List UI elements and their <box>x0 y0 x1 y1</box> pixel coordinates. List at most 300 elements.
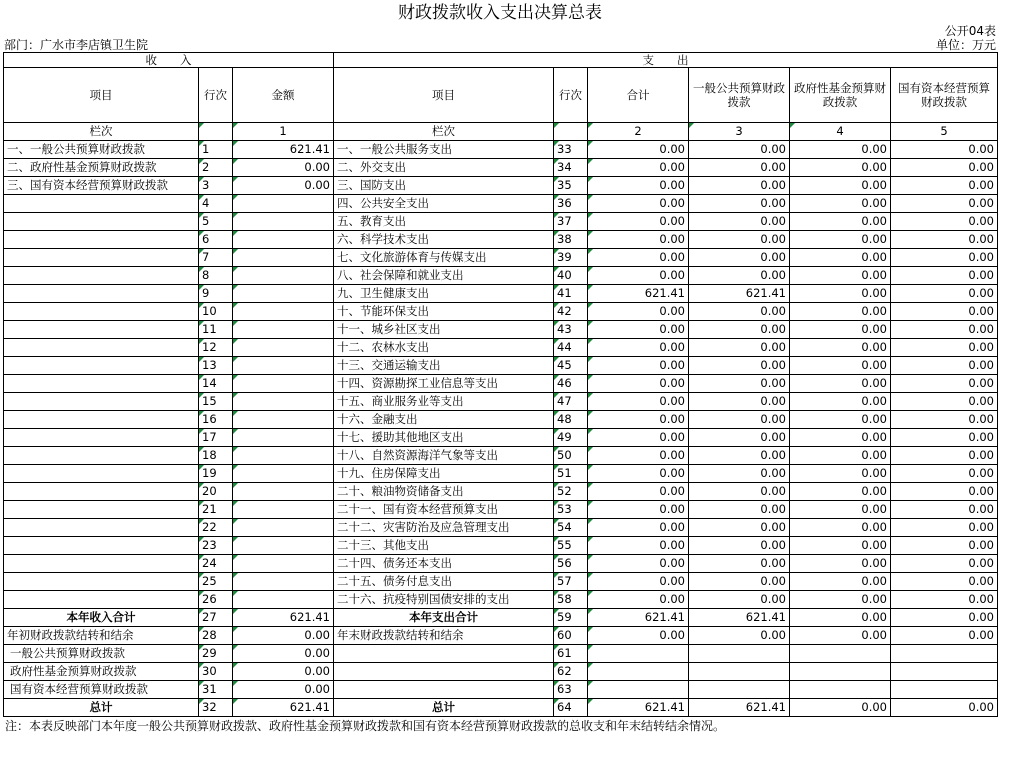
state-capital-amount: 0.00 <box>891 231 998 249</box>
fund-budget-amount: 0.00 <box>790 429 891 447</box>
total-amount: 621.41 <box>588 285 689 303</box>
income-item <box>4 357 199 375</box>
fund-budget-amount: 0.00 <box>790 159 891 177</box>
total-amount: 0.00 <box>588 465 689 483</box>
income-amount <box>233 465 334 483</box>
expense-item: 二十六、抗疫特别国债安排的支出 <box>334 591 554 609</box>
expense-row-no: 58 <box>554 591 588 609</box>
income-item <box>4 375 199 393</box>
income-amount <box>233 357 334 375</box>
income-item <box>4 195 199 213</box>
expense-item: 二十三、其他支出 <box>334 537 554 555</box>
fund-budget-amount: 0.00 <box>790 303 891 321</box>
income-amount <box>233 393 334 411</box>
table-row <box>4 537 998 555</box>
expense-row-no: 40 <box>554 267 588 285</box>
income-item <box>4 339 199 357</box>
table-row <box>4 519 998 537</box>
general-budget-amount: 0.00 <box>689 429 790 447</box>
state-capital-amount: 0.00 <box>891 213 998 231</box>
income-amount <box>233 411 334 429</box>
general-budget-amount: 0.00 <box>689 177 790 195</box>
income-row-no: 27 <box>199 609 233 627</box>
fund-budget-amount <box>790 663 891 681</box>
income-amount <box>233 249 334 267</box>
income-row-no: 23 <box>199 537 233 555</box>
expense-item: 七、文化旅游体育与传媒支出 <box>334 249 554 267</box>
expense-item: 二十、粮油物资储备支出 <box>334 483 554 501</box>
expense-item: 十一、城乡社区支出 <box>334 321 554 339</box>
income-amount <box>233 339 334 357</box>
income-amount: 0.00 <box>233 681 334 699</box>
expense-header: 支 出 <box>334 53 998 68</box>
income-row-no: 19 <box>199 465 233 483</box>
table-row <box>4 627 998 645</box>
state-capital-amount: 0.00 <box>891 609 998 627</box>
income-row-no: 18 <box>199 447 233 465</box>
fund-budget-amount: 0.00 <box>790 447 891 465</box>
table-row <box>4 483 998 501</box>
expense-row-no: 42 <box>554 303 588 321</box>
table-row <box>4 699 998 717</box>
expense-row-no: 45 <box>554 357 588 375</box>
expense-item-header: 项目 <box>334 68 554 123</box>
expense-col-label: 栏次 <box>334 123 554 141</box>
fund-budget-amount: 0.00 <box>790 519 891 537</box>
income-item <box>4 483 199 501</box>
general-budget-amount: 621.41 <box>689 285 790 303</box>
income-row-no: 9 <box>199 285 233 303</box>
income-row-no: 1 <box>199 141 233 159</box>
general-budget-amount: 0.00 <box>689 573 790 591</box>
table-row <box>4 681 998 699</box>
general-budget-amount: 0.00 <box>689 195 790 213</box>
expense-row-no: 47 <box>554 393 588 411</box>
expense-row-no: 57 <box>554 573 588 591</box>
table-row <box>4 375 998 393</box>
state-capital-amount: 0.00 <box>891 159 998 177</box>
income-row-no: 26 <box>199 591 233 609</box>
fund-budget-amount: 0.00 <box>790 321 891 339</box>
expense-row-no: 46 <box>554 375 588 393</box>
income-item-header: 项目 <box>4 68 199 123</box>
expense-item: 二、外交支出 <box>334 159 554 177</box>
income-row-no: 20 <box>199 483 233 501</box>
expense-item: 一、一般公共服务支出 <box>334 141 554 159</box>
expense-row-no: 33 <box>554 141 588 159</box>
income-amount <box>233 573 334 591</box>
expense-item: 本年支出合计 <box>334 609 554 627</box>
state-capital-amount: 0.00 <box>891 285 998 303</box>
general-budget-amount: 0.00 <box>689 501 790 519</box>
fund-budget-amount: 0.00 <box>790 573 891 591</box>
fund-budget-amount: 0.00 <box>790 195 891 213</box>
total-amount: 0.00 <box>588 537 689 555</box>
total-amount: 0.00 <box>588 627 689 645</box>
footnote: 注：本表反映部门本年度一般公共预算财政拨款、政府性基金预算财政拨款和国有资本经营预算财政拨款的总收支和年末结转结余情况。 <box>5 719 726 733</box>
fund-budget-amount <box>790 681 891 699</box>
expense-item: 二十二、灾害防治及应急管理支出 <box>334 519 554 537</box>
income-amount <box>233 429 334 447</box>
general-budget-amount <box>689 681 790 699</box>
expense-item: 二十四、债务还本支出 <box>334 555 554 573</box>
state-capital-amount: 0.00 <box>891 249 998 267</box>
table-row <box>4 213 998 231</box>
expense-row-no: 35 <box>554 177 588 195</box>
general-budget-amount: 0.00 <box>689 483 790 501</box>
state-capital-amount: 0.00 <box>891 573 998 591</box>
expense-row-no: 34 <box>554 159 588 177</box>
fund-budget-amount: 0.00 <box>790 267 891 285</box>
expense-row-no: 64 <box>554 699 588 717</box>
income-row-no: 31 <box>199 681 233 699</box>
income-item <box>4 267 199 285</box>
income-row-no: 24 <box>199 555 233 573</box>
expense-item: 十三、交通运输支出 <box>334 357 554 375</box>
table-row <box>4 249 998 267</box>
col-number-3: 3 <box>689 123 790 141</box>
table-row <box>4 285 998 303</box>
general-budget-amount: 0.00 <box>689 537 790 555</box>
fund-budget-amount: 0.00 <box>790 537 891 555</box>
state-capital-amount: 0.00 <box>891 195 998 213</box>
table-row <box>4 663 998 681</box>
general-budget-amount: 0.00 <box>689 591 790 609</box>
income-row-no: 7 <box>199 249 233 267</box>
general-budget-amount: 0.00 <box>689 393 790 411</box>
total-amount: 0.00 <box>588 573 689 591</box>
table-row <box>4 555 998 573</box>
expense-row-no: 55 <box>554 537 588 555</box>
expense-row-no: 63 <box>554 681 588 699</box>
total-amount: 0.00 <box>588 177 689 195</box>
income-amount: 0.00 <box>233 177 334 195</box>
state-capital-amount: 0.00 <box>891 357 998 375</box>
income-amount <box>233 195 334 213</box>
income-row-no: 30 <box>199 663 233 681</box>
income-amount <box>233 213 334 231</box>
income-amount <box>233 231 334 249</box>
state-capital-amount: 0.00 <box>891 537 998 555</box>
expense-col-empty <box>554 123 588 141</box>
expense-row-no: 61 <box>554 645 588 663</box>
income-amount <box>233 303 334 321</box>
state-capital-amount: 0.00 <box>891 303 998 321</box>
general-budget-amount <box>689 663 790 681</box>
table-row <box>4 645 998 663</box>
state-capital-amount: 0.00 <box>891 501 998 519</box>
expense-row-no: 37 <box>554 213 588 231</box>
state-capital-amount: 0.00 <box>891 591 998 609</box>
expense-row-no: 38 <box>554 231 588 249</box>
income-row-no: 15 <box>199 393 233 411</box>
income-amount <box>233 519 334 537</box>
state-capital-amount: 0.00 <box>891 519 998 537</box>
income-row-no: 29 <box>199 645 233 663</box>
income-col-empty <box>199 123 233 141</box>
income-col-label: 栏次 <box>4 123 199 141</box>
expense-row-no: 36 <box>554 195 588 213</box>
state-capital-amount: 0.00 <box>891 465 998 483</box>
expense-row-no: 53 <box>554 501 588 519</box>
income-item <box>4 501 199 519</box>
fund-budget-amount <box>790 645 891 663</box>
income-amount: 0.00 <box>233 663 334 681</box>
table-row <box>4 321 998 339</box>
expense-row-no: 54 <box>554 519 588 537</box>
state-capital-amount: 0.00 <box>891 429 998 447</box>
table-row <box>4 339 998 357</box>
table-row <box>4 501 998 519</box>
income-item <box>4 519 199 537</box>
expense-item: 总计 <box>334 699 554 717</box>
expense-row-no: 56 <box>554 555 588 573</box>
income-amount <box>233 447 334 465</box>
expense-item: 十、节能环保支出 <box>334 303 554 321</box>
expense-row-no: 48 <box>554 411 588 429</box>
total-amount: 0.00 <box>588 429 689 447</box>
income-amount <box>233 267 334 285</box>
fund-budget-amount: 0.00 <box>790 393 891 411</box>
expense-item: 九、卫生健康支出 <box>334 285 554 303</box>
expense-item: 四、公共安全支出 <box>334 195 554 213</box>
income-item: 三、国有资本经营预算财政拨款 <box>4 177 199 195</box>
income-item <box>4 573 199 591</box>
income-row-no: 16 <box>199 411 233 429</box>
total-amount <box>588 663 689 681</box>
total-amount: 0.00 <box>588 357 689 375</box>
col-number-2: 2 <box>588 123 689 141</box>
total-amount: 0.00 <box>588 519 689 537</box>
income-row-no: 5 <box>199 213 233 231</box>
expense-item: 十七、援助其他地区支出 <box>334 429 554 447</box>
income-amount: 0.00 <box>233 159 334 177</box>
general-budget-amount: 0.00 <box>689 249 790 267</box>
general-budget-amount: 0.00 <box>689 321 790 339</box>
income-amount <box>233 285 334 303</box>
expense-item: 年末财政拨款结转和结余 <box>334 627 554 645</box>
general-budget-amount: 0.00 <box>689 141 790 159</box>
fund-budget-amount: 0.00 <box>790 555 891 573</box>
expense-row-no: 44 <box>554 339 588 357</box>
table-row <box>4 357 998 375</box>
expense-item: 六、科学技术支出 <box>334 231 554 249</box>
income-item <box>4 321 199 339</box>
income-row-no-header: 行次 <box>199 68 233 123</box>
income-row-no: 28 <box>199 627 233 645</box>
income-item <box>4 591 199 609</box>
income-col-number: 1 <box>233 123 334 141</box>
expense-item: 八、社会保障和就业支出 <box>334 267 554 285</box>
income-item <box>4 231 199 249</box>
state-capital-amount: 0.00 <box>891 321 998 339</box>
expense-row-no: 62 <box>554 663 588 681</box>
table-row <box>4 195 998 213</box>
col-number-5: 5 <box>891 123 998 141</box>
budget-table <box>3 52 998 717</box>
income-row-no: 6 <box>199 231 233 249</box>
income-item <box>4 555 199 573</box>
income-item: 年初财政拨款结转和结余 <box>4 627 199 645</box>
state-capital-amount: 0.00 <box>891 339 998 357</box>
income-item: 一、一般公共预算财政拨款 <box>4 141 199 159</box>
state-capital-amount: 0.00 <box>891 555 998 573</box>
expense-item <box>334 681 554 699</box>
table-row <box>4 447 998 465</box>
table-row <box>4 303 998 321</box>
income-item <box>4 393 199 411</box>
fund-budget-amount: 0.00 <box>790 249 891 267</box>
income-row-no: 2 <box>199 159 233 177</box>
expense-item: 十八、自然资源海洋气象等支出 <box>334 447 554 465</box>
state-capital-header: 国有资本经营预算财政拨款 <box>891 68 998 123</box>
table-row <box>4 429 998 447</box>
table-row <box>4 591 998 609</box>
total-amount: 0.00 <box>588 141 689 159</box>
income-amount <box>233 555 334 573</box>
income-amount <box>233 375 334 393</box>
expense-item: 二十一、国有资本经营预算支出 <box>334 501 554 519</box>
general-budget-amount: 0.00 <box>689 627 790 645</box>
total-amount: 0.00 <box>588 447 689 465</box>
fund-budget-amount: 0.00 <box>790 285 891 303</box>
state-capital-amount: 0.00 <box>891 177 998 195</box>
fund-budget-amount: 0.00 <box>790 465 891 483</box>
total-amount: 621.41 <box>588 609 689 627</box>
income-amount: 621.41 <box>233 141 334 159</box>
income-item: 政府性基金预算财政拨款 <box>4 663 199 681</box>
expense-row-no: 50 <box>554 447 588 465</box>
expense-row-no: 43 <box>554 321 588 339</box>
expense-item: 十五、商业服务业等支出 <box>334 393 554 411</box>
table-row <box>4 159 998 177</box>
income-row-no: 13 <box>199 357 233 375</box>
state-capital-amount: 0.00 <box>891 483 998 501</box>
income-row-no: 22 <box>199 519 233 537</box>
state-capital-amount <box>891 681 998 699</box>
table-row <box>4 573 998 591</box>
state-capital-amount: 0.00 <box>891 375 998 393</box>
income-row-no: 14 <box>199 375 233 393</box>
general-budget-amount: 621.41 <box>689 609 790 627</box>
state-capital-amount: 0.00 <box>891 447 998 465</box>
total-amount: 0.00 <box>588 483 689 501</box>
expense-item <box>334 645 554 663</box>
income-item <box>4 411 199 429</box>
table-row <box>4 177 998 195</box>
expense-item <box>334 663 554 681</box>
general-budget-amount: 0.00 <box>689 375 790 393</box>
income-item <box>4 213 199 231</box>
total-amount <box>588 681 689 699</box>
income-item <box>4 465 199 483</box>
fund-budget-header: 政府性基金预算财政拨款 <box>790 68 891 123</box>
expense-item: 五、教育支出 <box>334 213 554 231</box>
fund-budget-amount: 0.00 <box>790 699 891 717</box>
income-amount-header: 金额 <box>233 68 334 123</box>
fund-budget-amount: 0.00 <box>790 609 891 627</box>
income-row-no: 21 <box>199 501 233 519</box>
col-number-4: 4 <box>790 123 891 141</box>
income-item: 国有资本经营预算财政拨款 <box>4 681 199 699</box>
income-item: 二、政府性基金预算财政拨款 <box>4 159 199 177</box>
general-budget-amount: 0.00 <box>689 303 790 321</box>
general-budget-amount: 0.00 <box>689 465 790 483</box>
expense-item: 十二、农林水支出 <box>334 339 554 357</box>
income-header: 收 入 <box>4 53 334 68</box>
state-capital-amount: 0.00 <box>891 411 998 429</box>
total-amount: 0.00 <box>588 321 689 339</box>
state-capital-amount: 0.00 <box>891 141 998 159</box>
general-budget-amount: 621.41 <box>689 699 790 717</box>
fund-budget-amount: 0.00 <box>790 591 891 609</box>
income-item: 总计 <box>4 699 199 717</box>
income-amount: 0.00 <box>233 627 334 645</box>
income-amount: 621.41 <box>233 699 334 717</box>
income-row-no: 8 <box>199 267 233 285</box>
fund-budget-amount: 0.00 <box>790 141 891 159</box>
total-amount: 0.00 <box>588 393 689 411</box>
general-budget-amount: 0.00 <box>689 231 790 249</box>
state-capital-amount: 0.00 <box>891 267 998 285</box>
income-amount <box>233 483 334 501</box>
income-row-no: 25 <box>199 573 233 591</box>
general-budget-amount: 0.00 <box>689 519 790 537</box>
income-row-no: 17 <box>199 429 233 447</box>
general-budget-amount: 0.00 <box>689 339 790 357</box>
total-amount: 621.41 <box>588 699 689 717</box>
income-amount <box>233 321 334 339</box>
total-amount: 0.00 <box>588 501 689 519</box>
table-row <box>4 393 998 411</box>
department-label: 部门：广水市李店镇卫生院 <box>4 38 149 52</box>
total-header: 合计 <box>588 68 689 123</box>
income-row-no: 4 <box>199 195 233 213</box>
general-budget-amount <box>689 645 790 663</box>
total-amount: 0.00 <box>588 411 689 429</box>
total-amount: 0.00 <box>588 303 689 321</box>
income-amount: 0.00 <box>233 645 334 663</box>
expense-row-no: 41 <box>554 285 588 303</box>
state-capital-amount <box>891 663 998 681</box>
table-row <box>4 231 998 249</box>
total-amount: 0.00 <box>588 375 689 393</box>
expense-item: 十六、金融支出 <box>334 411 554 429</box>
fund-budget-amount: 0.00 <box>790 627 891 645</box>
total-amount: 0.00 <box>588 267 689 285</box>
general-budget-amount: 0.00 <box>689 411 790 429</box>
fund-budget-amount: 0.00 <box>790 375 891 393</box>
expense-item: 三、国防支出 <box>334 177 554 195</box>
total-amount: 0.00 <box>588 555 689 573</box>
table-row <box>4 141 998 159</box>
income-row-no: 11 <box>199 321 233 339</box>
expense-item: 十四、资源勘探工业信息等支出 <box>334 375 554 393</box>
expense-row-no-header: 行次 <box>554 68 588 123</box>
income-row-no: 3 <box>199 177 233 195</box>
fund-budget-amount: 0.00 <box>790 483 891 501</box>
state-capital-amount <box>891 645 998 663</box>
expense-row-no: 51 <box>554 465 588 483</box>
expense-row-no: 52 <box>554 483 588 501</box>
income-row-no: 10 <box>199 303 233 321</box>
total-amount <box>588 645 689 663</box>
income-row-no: 12 <box>199 339 233 357</box>
general-budget-amount: 0.00 <box>689 159 790 177</box>
general-budget-amount: 0.00 <box>689 555 790 573</box>
expense-row-no: 49 <box>554 429 588 447</box>
table-row <box>4 411 998 429</box>
